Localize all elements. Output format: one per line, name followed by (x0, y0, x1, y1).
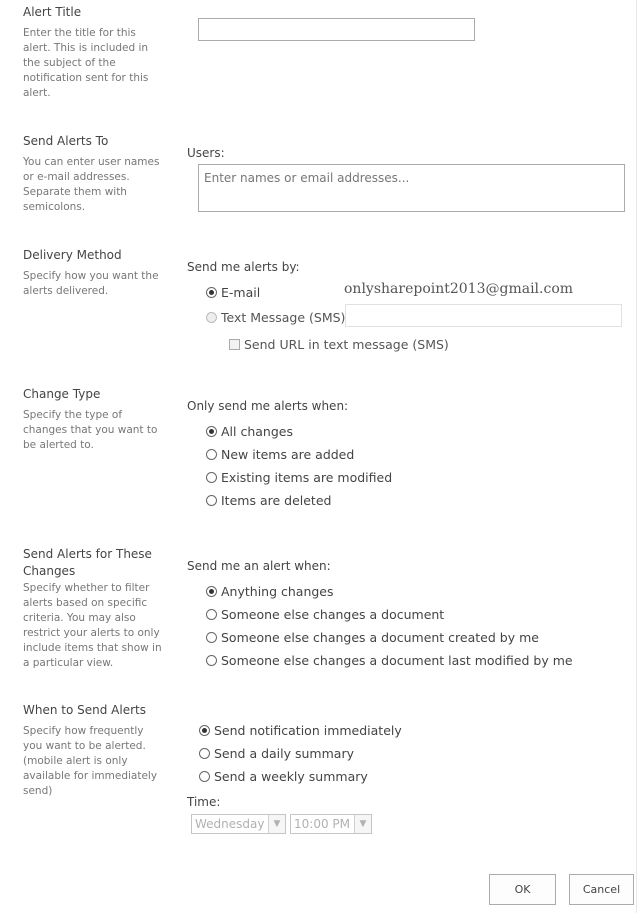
chevron-down-icon: ▼ (268, 815, 285, 833)
change-type-option[interactable] (206, 493, 331, 508)
change-type-option[interactable] (206, 447, 354, 462)
right-border (636, 0, 637, 913)
change-type-radio[interactable] (206, 495, 217, 506)
frequency-radio[interactable] (199, 771, 210, 782)
email-address-display: onlysharepoint2013@gmail.com (344, 281, 574, 297)
change-type-option-label: All changes (221, 424, 293, 439)
change-type-radio[interactable] (206, 426, 217, 437)
filter-option-label: Someone else changes a document created by me (221, 630, 539, 645)
change-type-option-label: Existing items are modified (221, 470, 393, 485)
change-type-description: Specify the type of changes that you want to be alerted to. (23, 409, 158, 451)
cancel-button[interactable]: Cancel (569, 874, 634, 905)
filter-changes-heading-line2: Changes (23, 564, 76, 578)
change-type-heading: Change Type (23, 387, 101, 401)
users-label: Users: (187, 146, 225, 160)
send-url-label: Send URL in text message (SMS) (244, 337, 449, 352)
filter-radio[interactable] (206, 632, 217, 643)
filter-option-label: Someone else changes a document last modified by me (221, 653, 573, 668)
alert-title-input[interactable] (198, 18, 475, 41)
ok-button[interactable]: OK (489, 874, 556, 905)
filter-option-label: Someone else changes a document (221, 607, 445, 622)
delivery-email-option[interactable] (206, 285, 260, 300)
time-label: Time: (187, 795, 221, 809)
day-select-value: Wednesday (195, 817, 265, 831)
filter-changes-description: Specify whether to filter alerts based on specific criteria. You may also restrict your alerts to only include items that show in a particular view. (23, 582, 162, 669)
send-alerts-to-heading: Send Alerts To (23, 134, 109, 148)
users-people-picker[interactable] (198, 164, 625, 212)
filter-radio[interactable] (206, 586, 217, 597)
filter-option-label: Anything changes (221, 584, 334, 599)
chevron-down-icon: ▼ (354, 815, 371, 833)
change-type-radio[interactable] (206, 449, 217, 460)
send-url-option[interactable] (229, 337, 449, 352)
filter-radio[interactable] (206, 655, 217, 666)
filter-option[interactable] (206, 584, 334, 599)
frequency-option-label: Send a weekly summary (214, 769, 368, 784)
users-placeholder: Enter names or email addresses... (204, 171, 410, 185)
change-type-prompt: Only send me alerts when: (187, 399, 349, 413)
frequency-radio[interactable] (199, 725, 210, 736)
email-label: E-mail (221, 285, 261, 300)
email-radio[interactable] (206, 287, 217, 298)
frequency-option-label: Send notification immediately (214, 723, 402, 738)
time-select[interactable] (290, 814, 372, 834)
when-to-send-description: Specify how frequently you want to be alerted. (mobile alert is only available for immediately send) (23, 725, 158, 797)
delivery-method-heading: Delivery Method (23, 248, 122, 262)
delivery-method-description: Specify how you want the alerts delivered. (23, 270, 159, 297)
change-type-option[interactable] (206, 424, 293, 439)
delivery-sms-option[interactable] (206, 310, 345, 325)
frequency-option[interactable] (199, 723, 402, 738)
alert-title-heading: Alert Title (23, 5, 82, 19)
filter-changes-heading: Send Alerts for These (23, 547, 152, 561)
filter-radio[interactable] (206, 609, 217, 620)
frequency-option-label: Send a daily summary (214, 746, 354, 761)
send-alerts-to-description: You can enter user names or e-mail addresses. Separate them with semicolons. (23, 156, 160, 213)
when-to-send-heading: When to Send Alerts (23, 703, 146, 717)
alert-title-description: Enter the title for this alert. This is included in the subject of the notification sent for this alert. (23, 27, 149, 99)
change-type-option[interactable] (206, 470, 392, 485)
change-type-option-label: New items are added (221, 447, 355, 462)
day-select[interactable] (191, 814, 286, 834)
send-url-checkbox[interactable] (229, 339, 240, 350)
sms-label: Text Message (SMS) (221, 310, 346, 325)
change-type-radio[interactable] (206, 472, 217, 483)
delivery-prompt: Send me alerts by: (187, 260, 300, 274)
sms-number-input[interactable] (345, 304, 622, 327)
change-type-option-label: Items are deleted (221, 493, 332, 508)
frequency-option[interactable] (199, 769, 368, 784)
filter-option[interactable] (206, 607, 444, 622)
time-select-value: 10:00 PM (294, 817, 350, 831)
filter-option[interactable] (206, 630, 539, 645)
frequency-option[interactable] (199, 746, 354, 761)
frequency-radio[interactable] (199, 748, 210, 759)
filter-option[interactable] (206, 653, 573, 668)
sms-radio[interactable] (206, 312, 217, 323)
filter-changes-prompt: Send me an alert when: (187, 559, 331, 573)
